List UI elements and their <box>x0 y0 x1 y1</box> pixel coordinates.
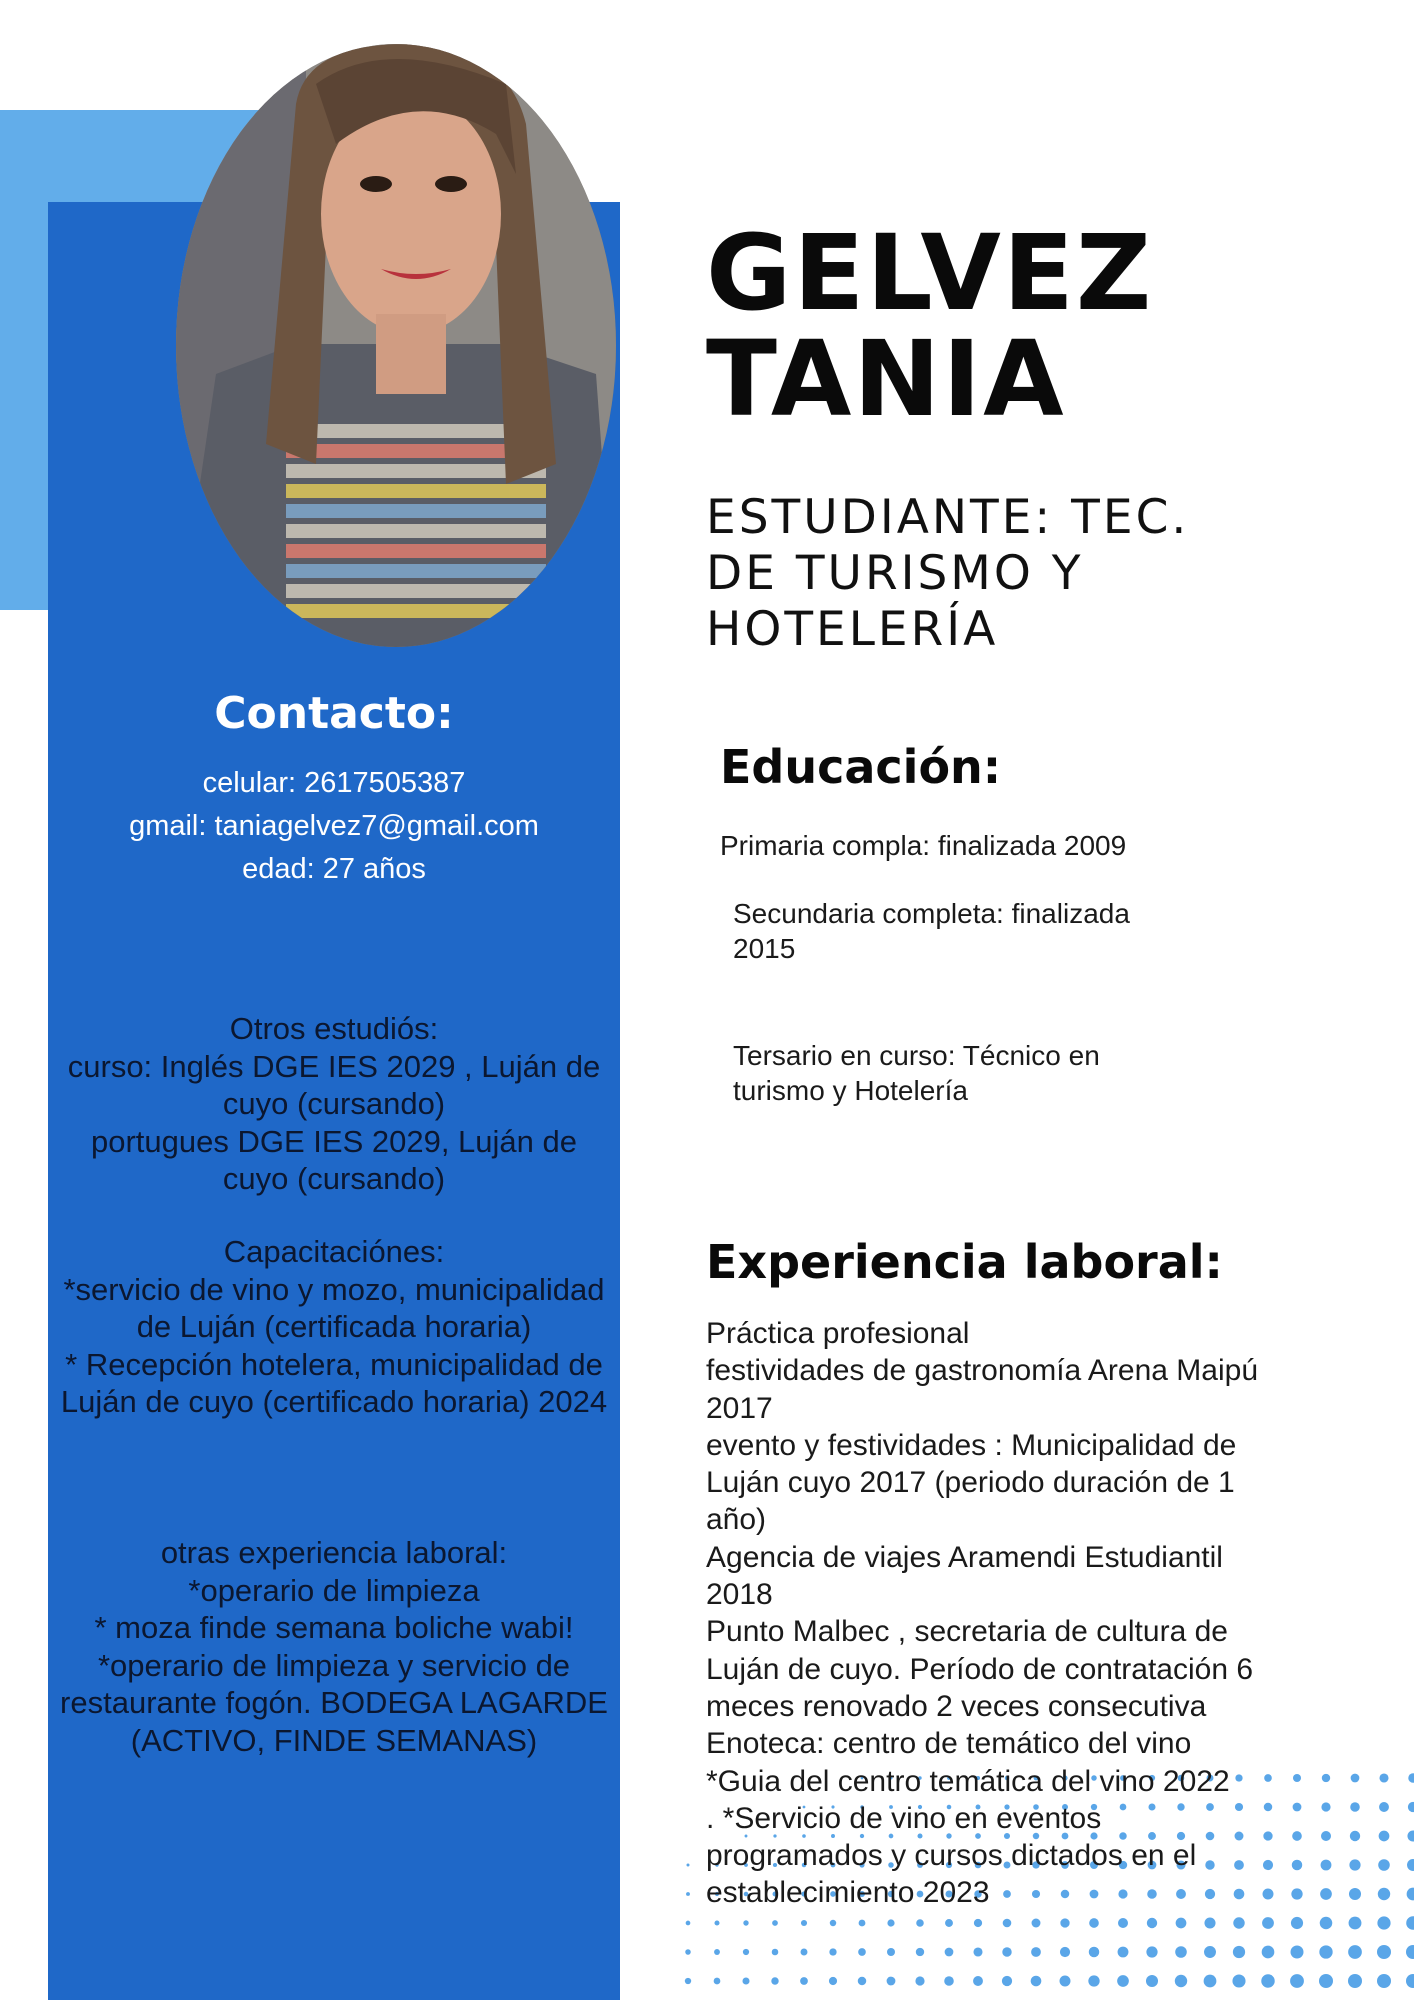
halftone-dot <box>915 1976 924 1985</box>
halftone-dot <box>686 1892 690 1896</box>
halftone-dot <box>1379 1831 1390 1842</box>
halftone-dot <box>1350 1831 1360 1841</box>
halftone-dot <box>1175 1975 1187 1987</box>
trainings-section <box>48 1233 620 1421</box>
education-item-secondary <box>733 896 1130 966</box>
candidate-name <box>706 212 1154 440</box>
contact-age: edad: 27 años <box>242 853 426 885</box>
other-experience-item: * moza finde semana boliche wabi! <box>94 1610 574 1645</box>
halftone-dot <box>1407 1859 1414 1871</box>
experience-line: establecimiento 2023 <box>706 1876 990 1910</box>
halftone-dot <box>772 1920 778 1926</box>
halftone-dot <box>686 1863 689 1866</box>
halftone-dot <box>916 1919 924 1927</box>
halftone-dot <box>1089 1947 1100 1958</box>
halftone-dot <box>1002 1976 1012 1986</box>
experience-line: *Guia del centro temática del vino 2022 <box>706 1764 1230 1798</box>
job-title-line: ESTUDIANTE: TEC. <box>706 490 1190 545</box>
halftone-dot <box>1319 1974 1333 1988</box>
halftone-dot <box>1118 1918 1128 1928</box>
halftone-dot <box>1320 1917 1333 1930</box>
profile-photo <box>176 44 616 647</box>
halftone-dot <box>685 1949 691 1955</box>
experience-line: Punto Malbec , secretaria de cultura de <box>706 1615 1228 1649</box>
education-item-primary <box>720 828 1126 863</box>
other-studies-item: curso: Inglés DGE IES 2029 , Luján de cuyo (cursando) <box>67 1048 601 1121</box>
halftone-dot <box>1233 1946 1245 1958</box>
halftone-dot <box>1349 1859 1360 1870</box>
halftone-dot <box>973 1976 983 1986</box>
halftone-dot <box>1262 1917 1274 1929</box>
experience-line: meces renovado 2 veces consecutiva <box>706 1689 1207 1723</box>
last-name: GELVEZ <box>706 212 1154 334</box>
halftone-dot <box>1089 1918 1099 1928</box>
trainings-heading: Capacitaciónes: <box>223 1234 445 1269</box>
halftone-dot <box>858 1977 866 1985</box>
halftone-dot <box>714 1949 720 1955</box>
contact-heading: Contacto: <box>214 688 454 739</box>
halftone-dot <box>714 1920 719 1925</box>
other-experience-heading: otras experiencia laboral: <box>160 1535 508 1570</box>
other-studies-section <box>48 1010 620 1198</box>
experience-line: evento y festividades : Municipalidad de <box>706 1428 1237 1462</box>
halftone-dot <box>916 1948 924 1956</box>
halftone-dot <box>1377 1916 1390 1929</box>
halftone-dot <box>800 1977 808 1985</box>
halftone-dot <box>1407 1888 1414 1901</box>
job-title <box>706 490 1189 658</box>
halftone-dot <box>1204 1975 1217 1988</box>
job-title-line: HOTELERÍA <box>706 602 999 657</box>
halftone-dot <box>1088 1975 1099 1986</box>
halftone-dot <box>771 1977 778 1984</box>
halftone-dot <box>1378 1888 1390 1900</box>
halftone-dot <box>1322 1774 1330 1782</box>
halftone-dot <box>859 1920 866 1927</box>
education-item-tertiary <box>733 1038 1100 1108</box>
halftone-dot <box>974 1919 982 1927</box>
experience-heading: Experiencia laboral: <box>706 1235 1223 1289</box>
halftone-dot <box>714 1978 721 1985</box>
contact-email: gmail: taniagelvez7@gmail.com <box>129 810 539 842</box>
halftone-dot <box>1261 1974 1274 1987</box>
halftone-dot <box>1060 1918 1069 1927</box>
experience-line: Agencia de viajes Aramendi Estudiantil <box>706 1540 1223 1574</box>
halftone-dot <box>944 1976 954 1986</box>
halftone-dot <box>1320 1888 1332 1900</box>
halftone-dot <box>1031 1947 1041 1957</box>
contact-details <box>48 762 620 891</box>
trainings-item: * Recepción hotelera, municipalidad de Luján de cuyo (certificado horaria) 2024 <box>60 1346 608 1419</box>
halftone-dot <box>801 1949 808 1956</box>
halftone-dot <box>1349 1888 1361 1900</box>
job-title-line: DE TURISMO Y <box>706 546 1084 601</box>
halftone-dot <box>1377 1974 1391 1988</box>
halftone-dot <box>1233 1917 1244 1928</box>
experience-line: festividades de gastronomía Arena Maipú <box>706 1354 1258 1388</box>
halftone-dot <box>1408 1773 1414 1782</box>
halftone-dot <box>1408 1802 1414 1812</box>
halftone-dot <box>829 1977 837 1985</box>
halftone-dot <box>1291 1946 1304 1959</box>
halftone-dot <box>1060 1976 1071 1987</box>
halftone-dot <box>686 1921 691 1926</box>
halftone-dot <box>1319 1945 1332 1958</box>
halftone-dot <box>858 1948 866 1956</box>
halftone-dot <box>1176 1918 1187 1929</box>
halftone-dot <box>1060 1947 1070 1957</box>
halftone-dot <box>743 1949 749 1955</box>
halftone-dot <box>1290 1974 1304 1988</box>
halftone-dot <box>1350 1802 1360 1812</box>
halftone-dot <box>1321 1831 1331 1841</box>
other-experience-item: *operario de limpieza <box>188 1572 480 1608</box>
halftone-dot <box>887 1919 894 1926</box>
halftone-dot <box>1379 1802 1389 1812</box>
experience-line: Enoteca: centro de temático del vino <box>706 1727 1192 1761</box>
halftone-dot <box>685 1978 691 1984</box>
contact-phone: celular: 2617505387 <box>202 767 466 799</box>
halftone-dot <box>772 1949 779 1956</box>
halftone-dot <box>1146 1946 1157 1957</box>
experience-line: Práctica profesional <box>706 1317 970 1350</box>
halftone-dot <box>1003 1919 1012 1928</box>
halftone-dot <box>1032 1919 1041 1928</box>
halftone-dot <box>830 1920 836 1926</box>
education-heading: Educación: <box>720 740 1002 794</box>
education-line: Primaria compla: finalizada 2009 <box>720 830 1127 861</box>
halftone-dot <box>1292 1831 1302 1841</box>
halftone-dot <box>1204 1946 1216 1958</box>
education-line: 2015 <box>733 933 796 964</box>
experience-line: programados y cursos dictados en el <box>706 1839 1197 1873</box>
experience-line: Luján de cuyo. Período de contratación 6 <box>706 1652 1254 1686</box>
halftone-dot <box>1406 1974 1414 1988</box>
halftone-dot <box>742 1977 749 1984</box>
halftone-dot <box>1407 1830 1414 1841</box>
halftone-dot <box>1031 1976 1042 1987</box>
halftone-dot <box>973 1947 982 1956</box>
other-studies-item: portugues DGE IES 2029, Luján de cuyo (cursando) <box>91 1123 577 1196</box>
halftone-dot <box>1263 1860 1273 1870</box>
experience-line: 2018 <box>706 1578 773 1612</box>
experience-line: . *Servicio de vino en eventos <box>706 1801 1102 1835</box>
halftone-dot <box>1204 1917 1215 1928</box>
halftone-dot <box>887 1977 896 1986</box>
halftone-dot <box>1293 1774 1301 1782</box>
experience-line: Luján cuyo 2017 (periodo duración de 1 <box>706 1466 1235 1500</box>
education-line: Secundaria completa: finalizada <box>733 898 1130 929</box>
halftone-dot <box>1377 1945 1391 1959</box>
halftone-dot <box>1293 1803 1302 1812</box>
halftone-dot <box>1264 1774 1272 1782</box>
other-studies-heading: Otros estudiós: <box>229 1011 439 1046</box>
halftone-dot <box>743 1920 748 1925</box>
experience-list <box>706 1315 1258 1912</box>
halftone-dot <box>1264 1803 1272 1811</box>
halftone-dot <box>945 1948 954 1957</box>
halftone-dot <box>1348 1974 1362 1988</box>
halftone-dot <box>1291 1917 1303 1929</box>
trainings-item: *servicio de vino y mozo, municipalidad de Luján (certificada horaria) <box>63 1271 605 1344</box>
halftone-dot <box>1147 1918 1157 1928</box>
halftone-dot <box>1378 1859 1390 1871</box>
education-line: turismo y Hotelería <box>733 1075 968 1106</box>
halftone-dot <box>887 1948 895 1956</box>
halftone-dot <box>1321 1802 1330 1811</box>
halftone-dot <box>1263 1831 1272 1840</box>
other-experience-item: *operario de limpieza y servicio de restaurante fogón. BODEGA LAGARDE (ACTIVO, FINDE SEMANAS) <box>60 1647 608 1758</box>
experience-line: 2017 <box>706 1391 773 1425</box>
halftone-dot <box>1351 1774 1360 1783</box>
halftone-dot <box>829 1948 836 1955</box>
halftone-dot <box>1379 1773 1388 1782</box>
halftone-dot <box>1262 1946 1275 1959</box>
halftone-dot <box>1349 1917 1362 1930</box>
halftone-dot <box>1321 1860 1332 1871</box>
experience-line: año) <box>706 1503 767 1537</box>
halftone-dot <box>1002 1947 1011 1956</box>
halftone-dot <box>1232 1974 1245 1987</box>
education-line: Tersario en curso: Técnico en <box>733 1040 1100 1071</box>
other-experience-section <box>48 1534 620 1759</box>
halftone-dot <box>801 1920 807 1926</box>
first-name: TANIA <box>706 318 1066 440</box>
halftone-dot <box>1118 1947 1129 1958</box>
halftone-dot <box>1348 1945 1362 1959</box>
halftone-dot <box>1406 1945 1414 1959</box>
halftone-dot <box>1291 1888 1302 1899</box>
halftone-dot <box>1146 1975 1158 1987</box>
halftone-dot <box>1406 1916 1414 1930</box>
halftone-dot <box>945 1919 953 1927</box>
halftone-dot <box>1175 1946 1187 1958</box>
halftone-dot <box>1263 1889 1274 1900</box>
halftone-dot <box>1117 1975 1129 1987</box>
halftone-dot <box>1292 1860 1303 1871</box>
